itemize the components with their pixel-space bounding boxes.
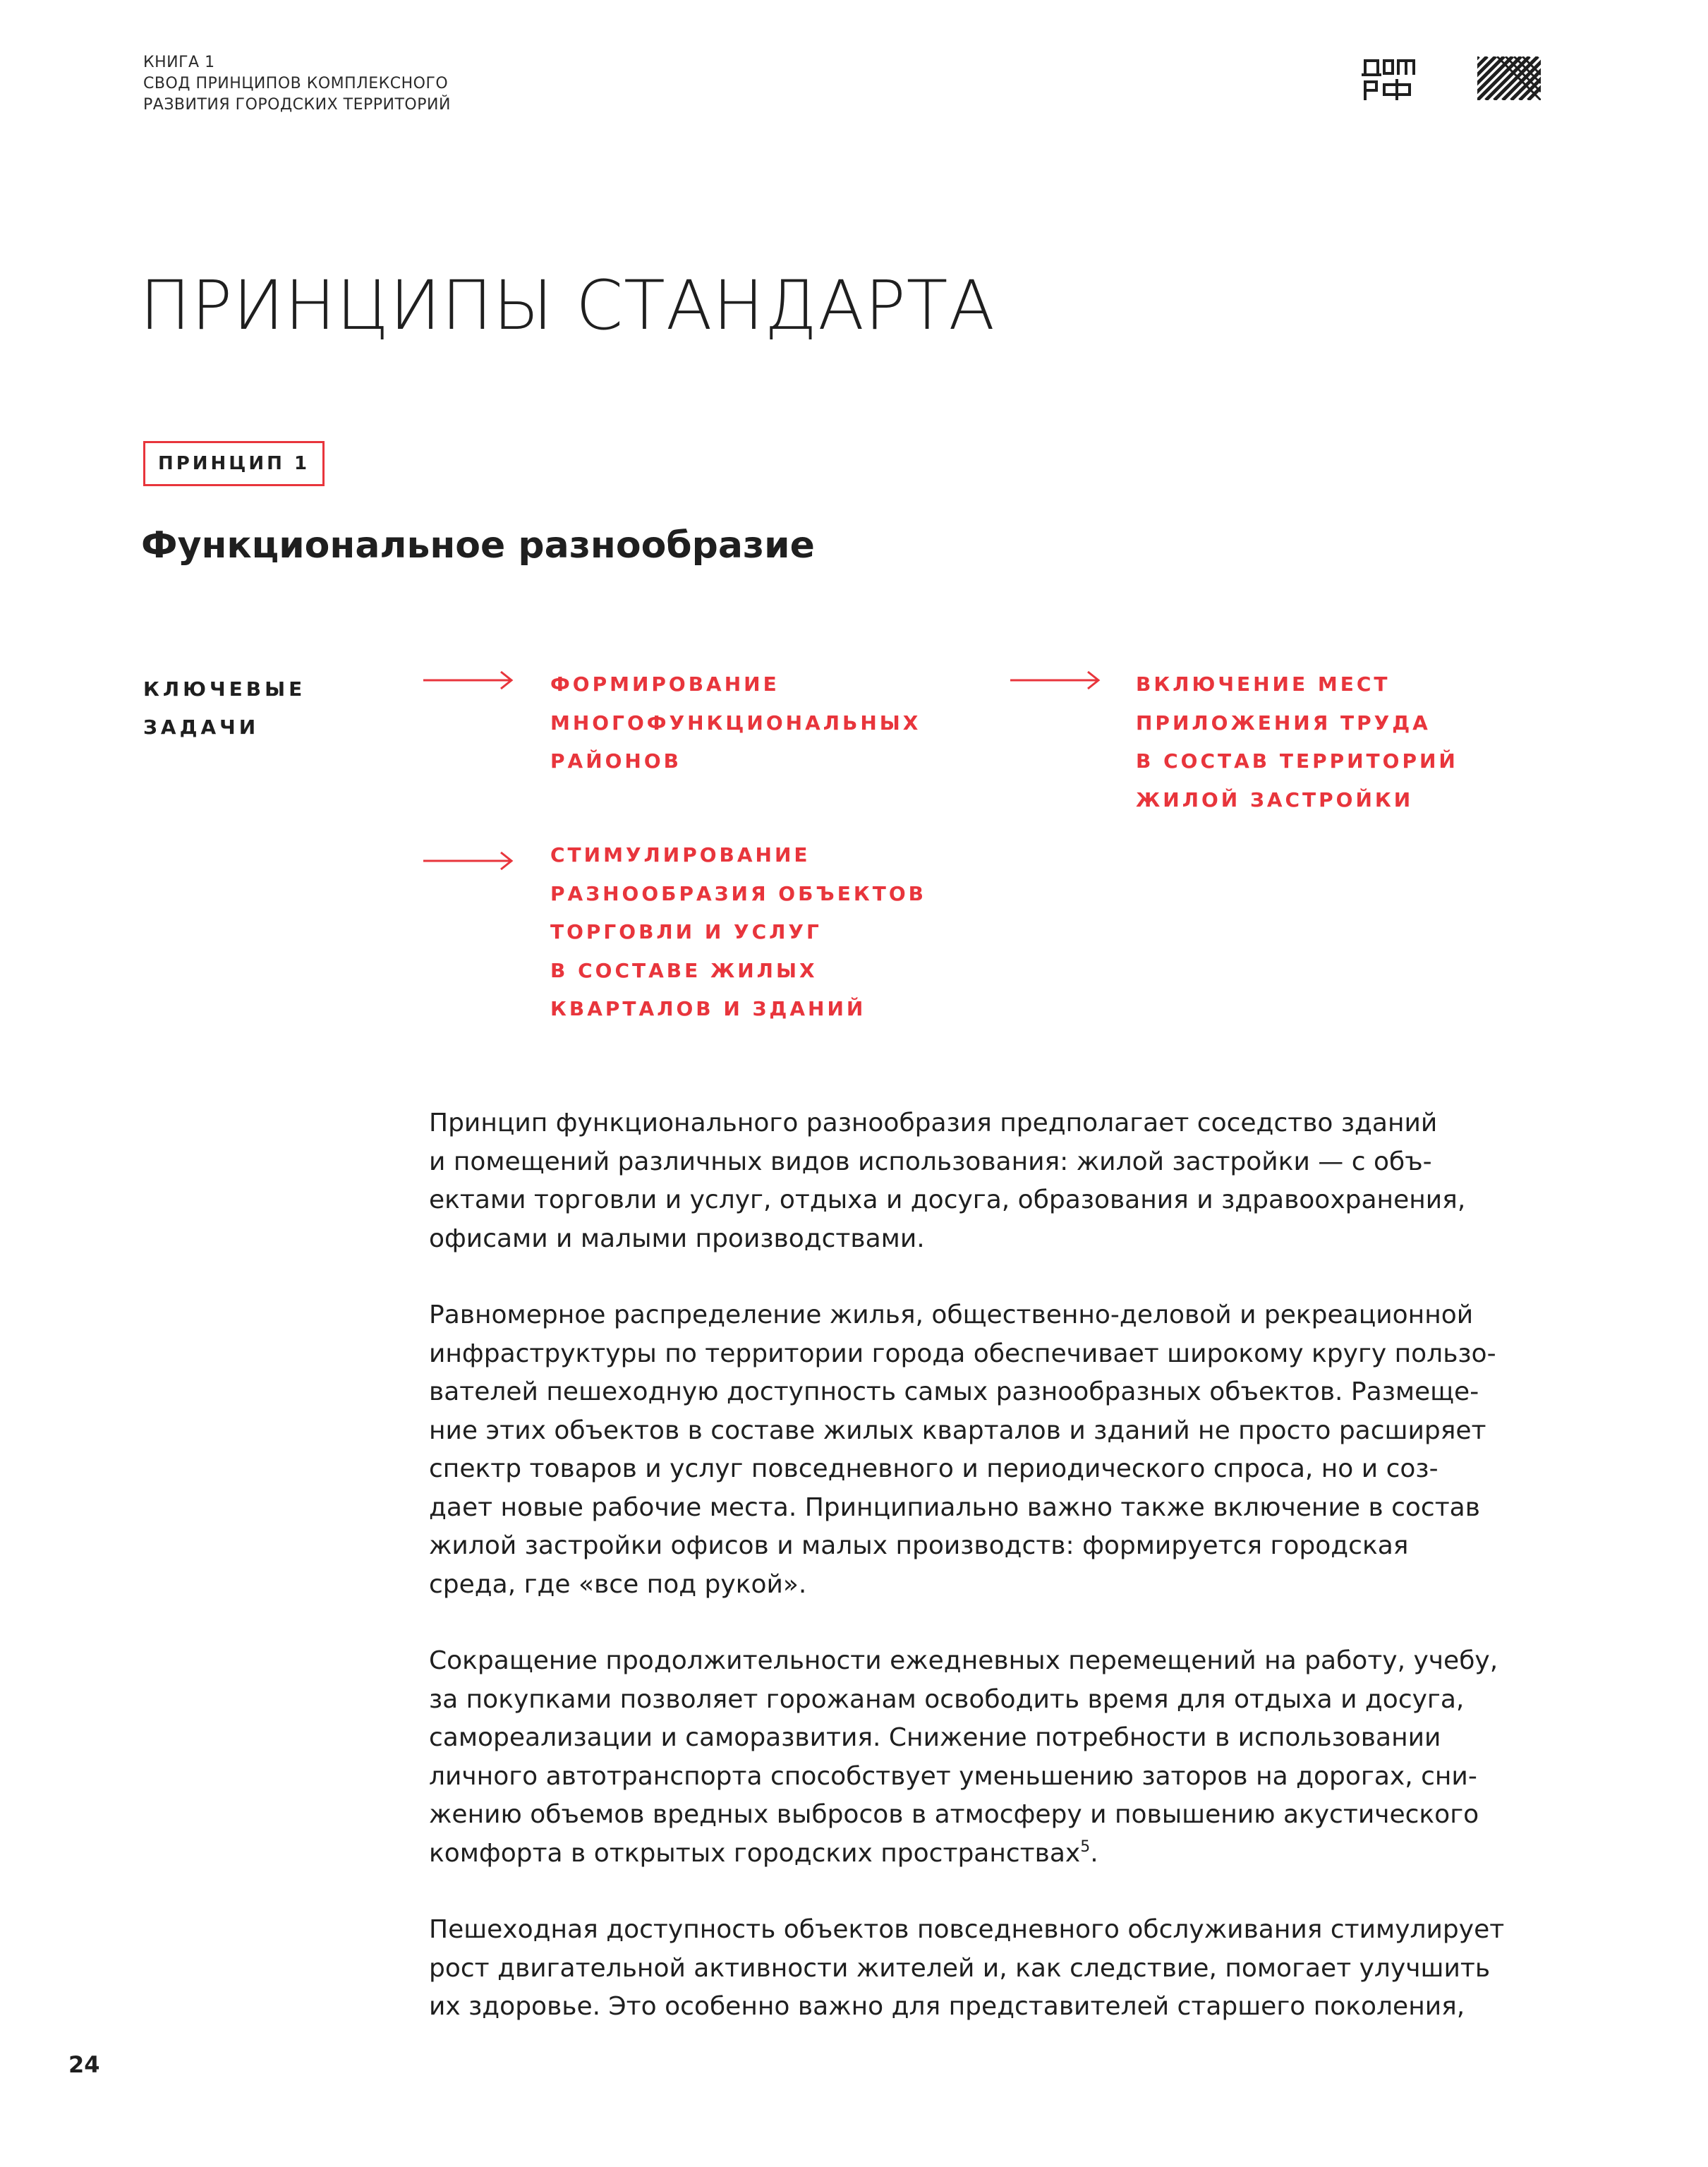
key-task-item: [550, 665, 921, 781]
body-line: дает новые рабочие места. Принципиально важно также включение в состав: [429, 1492, 1480, 1522]
body-line: за покупками позволяет горожанам освободить время для отдыха и досуга,: [429, 1684, 1465, 1714]
page-number: 24: [68, 2051, 100, 2078]
arrow-right-icon: [423, 850, 515, 871]
key-task-line: ЖИЛОЙ ЗАСТРОЙКИ: [1136, 787, 1414, 811]
body-line: вателей пешеходную доступность самых разнообразных объектов. Размеще-: [429, 1377, 1479, 1406]
key-task-line: РАЗНООБРАЗИЯ ОБЪЕКТОВ: [550, 881, 926, 905]
body-line: [429, 1835, 1544, 1873]
book-header-line: РАЗВИТИЯ ГОРОДСКИХ ТЕРРИТОРИЙ: [143, 96, 451, 114]
arrow-right-icon: [1010, 670, 1102, 691]
body-line: рост двигательной активности жителей и, как следствие, помогает улучшить: [429, 1953, 1491, 1983]
arrow-right-icon: [423, 670, 515, 691]
principle-heading: Функциональное разнообразие: [141, 524, 815, 567]
principle-badge: ПРИНЦИП 1: [143, 441, 325, 486]
body-line: среда, где «все под рукой».: [429, 1569, 807, 1599]
body-line: Равномерное распределение жилья, общественно-деловой и рекреационной: [429, 1300, 1474, 1329]
body-line: жению объемов вредных выбросов в атмосферу и повышению акустического: [429, 1800, 1479, 1829]
diagonal-pattern-logo-icon: [1477, 56, 1541, 100]
key-task-line: РАЙОНОВ: [550, 749, 682, 773]
key-task-line: ТОРГОВЛИ И УСЛУГ: [550, 920, 822, 943]
body-line: Принцип функционального разнообразия предполагает соседство зданий: [429, 1109, 1438, 1137]
key-tasks-label-line: КЛЮЧЕВЫЕ: [143, 677, 306, 701]
key-task-line: В СОСТАВ ТЕРРИТОРИЙ: [1136, 749, 1458, 773]
body-paragraph: [429, 1642, 1544, 1873]
body-line: инфраструктуры по территории города обеспечивает широкому кругу пользо-: [429, 1339, 1496, 1368]
key-task-line: МНОГОФУНКЦИОНАЛЬНЫХ: [550, 711, 921, 735]
body-line: самореализации и саморазвития. Снижение потребности в использовании: [429, 1723, 1441, 1752]
key-task-line: В СОСТАВЕ ЖИЛЫХ: [550, 958, 818, 982]
key-task-line: ФОРМИРОВАНИЕ: [550, 672, 780, 696]
body-line: Пешеходная доступность объектов повседневного обслуживания стимулирует: [429, 1915, 1505, 1944]
body-line: ектами торговли и услуг, отдыха и досуга, образования и здравоохранения,: [429, 1185, 1466, 1214]
key-task-line: ВКЛЮЧЕНИЕ МЕСТ: [1136, 672, 1391, 696]
body-text: [429, 1104, 1544, 2065]
key-task-line: ПРИЛОЖЕНИЯ ТРУДА: [1136, 711, 1431, 735]
body-line-text: комфорта в открытых городских пространствах: [429, 1838, 1081, 1868]
body-line: ние этих объектов в составе жилых кварталов и зданий не просто расширяет: [429, 1416, 1486, 1445]
key-task-line: КВАРТАЛОВ И ЗДАНИЙ: [550, 997, 866, 1020]
body-line: их здоровье. Это особенно важно для представителей старшего поколения,: [429, 1992, 1465, 2021]
body-line: и помещений различных видов использования: жилой застройки — с объ-: [429, 1147, 1432, 1176]
body-paragraph: [429, 1296, 1544, 1604]
book-header-line: СВОД ПРИНЦИПОВ КОМПЛЕКСНОГО: [143, 75, 449, 92]
book-header-line: КНИГА 1: [143, 54, 215, 71]
footnote-marker[interactable]: 5: [1080, 1837, 1091, 1856]
body-line: жилой застройки офисов и малых производств: формируется городская: [429, 1531, 1409, 1560]
body-paragraph: [429, 1104, 1544, 1258]
domrf-logo-icon: [1362, 56, 1417, 102]
book-header: [143, 52, 451, 116]
key-task-item: [550, 836, 926, 1029]
key-task-line: СТИМУЛИРОВАНИЕ: [550, 843, 811, 867]
key-tasks-label-line: ЗАДАЧИ: [143, 716, 260, 739]
body-line-end: .: [1090, 1838, 1098, 1868]
key-tasks-label: [143, 670, 305, 747]
body-line: личного автотранспорта способствует уменьшению заторов на дорогах, сни-: [429, 1761, 1477, 1791]
page-title: ПРИНЦИПЫ СТАНДАРТА: [140, 266, 996, 345]
key-task-item: [1136, 665, 1458, 819]
body-paragraph: [429, 1911, 1544, 2027]
body-line: Сокращение продолжительности ежедневных перемещений на работу, учебу,: [429, 1646, 1498, 1675]
body-line: офисами и малыми производствами.: [429, 1224, 925, 1253]
body-line: спектр товаров и услуг повседневного и периодического спроса, но и соз-: [429, 1454, 1439, 1483]
